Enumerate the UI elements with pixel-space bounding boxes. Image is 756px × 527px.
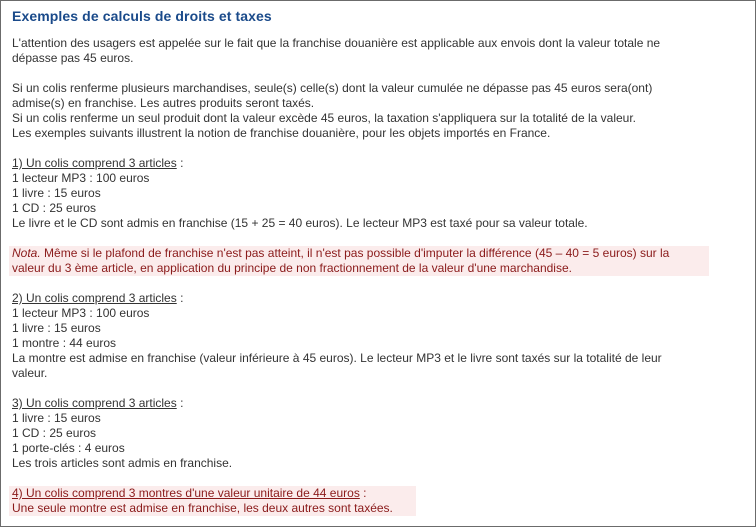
list-item: 1 porte-clés : 4 euros (12, 441, 125, 455)
example-heading (12, 291, 717, 306)
example-result (12, 351, 717, 381)
article-body (12, 36, 717, 516)
list-item: 1 montre : 44 euros (12, 336, 117, 350)
example-result: Le livre et le CD sont admis en franchise (15 + 25 = 40 euros). Le lecteur MP3 est taxé pour sa valeur totale. (12, 216, 588, 230)
example-heading-text: 4) Un colis comprend 3 montres d'une valeur unitaire de 44 euros (12, 486, 360, 500)
example-heading (12, 156, 717, 171)
heading-colon: : (359, 486, 367, 500)
text-line: valeur. (12, 366, 48, 380)
intro-paragraph-2 (12, 81, 717, 141)
example-heading-text: 2) Un colis comprend 3 articles (12, 291, 177, 305)
example-result: Les trois articles sont admis en franchise. (12, 456, 233, 470)
list-item: 1 livre : 15 euros (12, 321, 101, 335)
list-item: 1 lecteur MP3 : 100 euros (12, 306, 150, 320)
text-line: L'attention des usagers est appelée sur le fait que la franchise douanière est applicable aux envois dont la valeur totale ne (12, 36, 661, 50)
nota-label: Nota. (12, 246, 41, 260)
example-heading-text: 3) Un colis comprend 3 articles (12, 396, 177, 410)
text-line: valeur du 3 ème article, en application du principe de non fractionnement de la valeur d'une marchandise. (12, 261, 572, 275)
text-line (12, 246, 709, 261)
list-item: 1 livre : 15 euros (12, 411, 101, 425)
text-line: admise(s) en franchise. Les autres produits seront taxés. (12, 96, 315, 110)
example-heading-text: 1) Un colis comprend 3 articles (12, 156, 177, 170)
text-line: Si un colis renferme un seul produit dont la valeur excède 45 euros, la taxation s'appliquera sur la totalité de la valeur. (12, 111, 636, 125)
list-item: 1 lecteur MP3 : 100 euros (12, 171, 150, 185)
example-heading (12, 486, 416, 501)
example-heading (12, 396, 717, 411)
text-line: Les exemples suivants illustrent la notion de franchise douanière, pour les objets importés en France. (12, 126, 551, 140)
list-item: 1 CD : 25 euros (12, 426, 97, 440)
text-line: Si un colis renferme plusieurs marchandises, seule(s) celle(s) dont la valeur cumulée ne dépasse pas 45 euros sera(ont) (12, 81, 653, 95)
example-3 (12, 396, 717, 471)
list-item: 1 CD : 25 euros (12, 201, 97, 215)
example-2 (12, 291, 717, 381)
list-item: 1 livre : 15 euros (12, 186, 101, 200)
example-1 (12, 156, 717, 231)
heading-colon: : (176, 396, 184, 410)
heading-colon: : (176, 156, 184, 170)
page-title: Exemples de calculs de droits et taxes (12, 8, 272, 24)
nota-highlight (9, 246, 709, 276)
intro-paragraph-1 (12, 36, 717, 66)
example-4-highlight (9, 486, 416, 516)
nota-text: Même si le plafond de franchise n'est pas atteint, il n'est pas possible d'imputer la différence (45 – 40 = 5 euros) sur la (40, 246, 670, 260)
text-line: dépasse pas 45 euros. (12, 51, 134, 65)
heading-colon: : (176, 291, 184, 305)
text-line: La montre est admise en franchise (valeur inférieure à 45 euros). Le lecteur MP3 et le livre sont taxés sur la totalité de leur (12, 351, 662, 365)
example-result: Une seule montre est admise en franchise, les deux autres sont taxées. (12, 501, 393, 515)
